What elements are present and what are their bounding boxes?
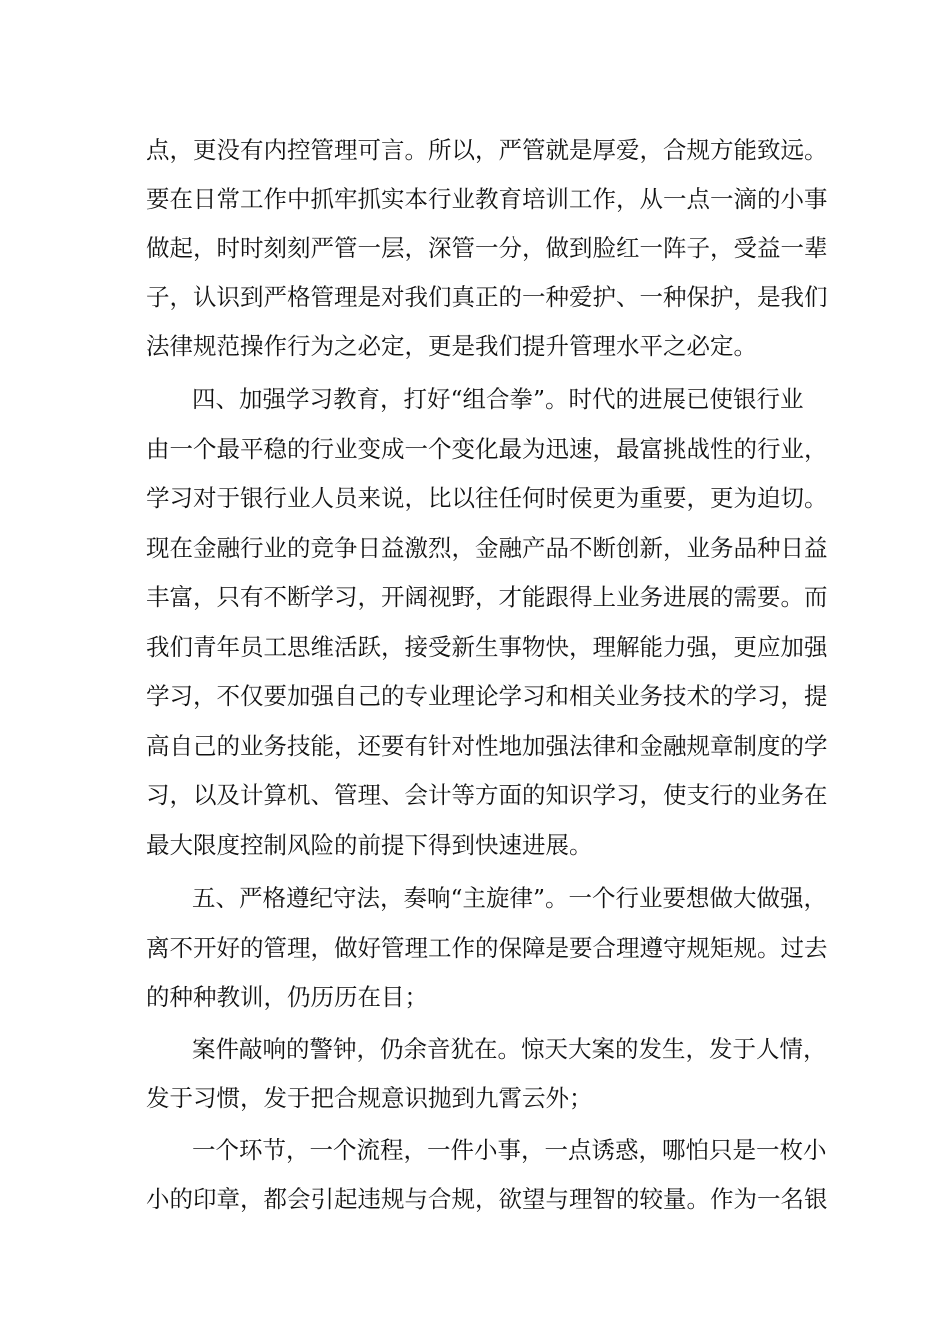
text-line: 丰富，只有不断学习，开阔视野，才能跟得上业务进展的需要。而	[146, 583, 828, 611]
text-line: 离不开好的管理，做好管理工作的保障是要合理遵守规矩规。过去	[146, 934, 828, 962]
paragraph-start-line: 案件敲响的警钟，仍余音犹在。惊天大案的发生，发于人情，	[192, 1035, 827, 1063]
text-line: 学习，不仅要加强自己的专业理论学习和相关业务技术的学习，提	[146, 682, 828, 710]
text-line: 小的印章，都会引起违规与合规，欲望与理智的较量。作为一名银	[146, 1185, 828, 1213]
text-line: 做起，时时刻刻严管一层，深管一分，做到脸红一阵子，受益一辈	[146, 234, 828, 262]
text-line: 的种种教训，仍历历在目；	[146, 983, 428, 1011]
paragraph-start-line: 一个环节，一个流程，一件小事，一点诱惑，哪怕只是一枚小	[192, 1136, 827, 1164]
text-line: 点，更没有内控管理可言。所以，严管就是厚爱，合规方能致远。	[146, 136, 828, 164]
text-line: 高自己的业务技能，还要有针对性地加强法律和金融规章制度的学	[146, 732, 828, 760]
paragraph-start-line: 五、严格遵纪守法，奏响“主旋律”。一个行业要想做大做强，	[192, 884, 828, 912]
text-line: 要在日常工作中抓牢抓实本行业教育培训工作，从一点一滴的小事	[146, 185, 828, 213]
text-line: 最大限度控制风险的前提下得到快速进展。	[146, 831, 593, 859]
text-line: 习，以及计算机、管理、会计等方面的知识学习，使支行的业务在	[146, 781, 828, 809]
text-line: 子，认识到严格管理是对我们真正的一种爱护、一种保护，是我们	[146, 283, 828, 311]
text-line: 学习对于银行业人员来说，比以往任何时侯更为重要，更为迫切。	[146, 484, 828, 512]
text-line: 我们青年员工思维活跃，接受新生事物快，理解能力强，更应加强	[146, 633, 828, 661]
text-line: 由一个最平稳的行业变成一个变化最为迅速，最富挑战性的行业，	[146, 435, 828, 463]
text-line: 现在金融行业的竞争日益激烈，金融产品不断创新，业务品种日益	[146, 534, 828, 562]
text-line: 发于习惯，发于把合规意识抛到九霄云外；	[146, 1084, 593, 1112]
paragraph-start-line: 四、加强学习教育，打好“组合拳”。时代的进展已使银行业	[192, 385, 804, 413]
text-line: 法律规范操作行为之必定，更是我们提升管理水平之必定。	[146, 332, 757, 360]
